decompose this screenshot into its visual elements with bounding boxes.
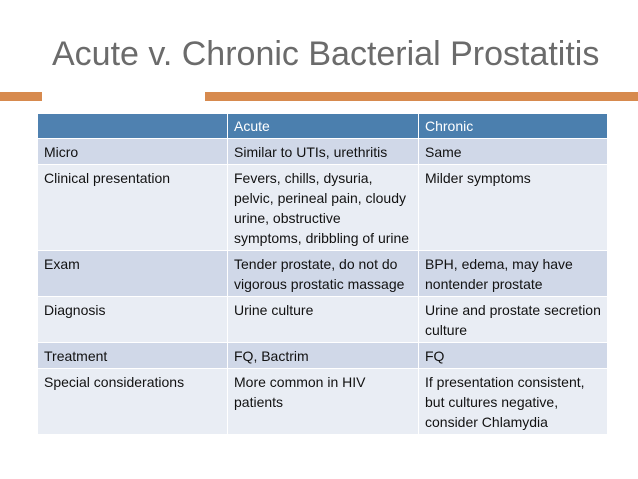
chronic-cell: Urine and prostate secretion culture: [419, 297, 608, 343]
acute-cell: Similar to UTIs, urethritis: [228, 139, 419, 165]
table-row: [38, 165, 608, 251]
table-row: [38, 343, 608, 369]
chronic-cell: If presentation consistent, but cultures negative, consider Chlamydia: [419, 369, 608, 435]
row-label: Diagnosis: [38, 297, 228, 343]
acute-cell: Fevers, chills, dysuria, pelvic, perineal pain, cloudy urine, obstructive symptoms, dribbling of urine: [228, 165, 419, 251]
row-label: Exam: [38, 251, 228, 297]
row-label: Special considerations: [38, 369, 228, 435]
table-header-row: [38, 114, 608, 139]
acute-cell: Urine culture: [228, 297, 419, 343]
row-label: Micro: [38, 139, 228, 165]
accent-bar-left: [0, 92, 42, 101]
acute-cell: More common in HIV patients: [228, 369, 419, 435]
acute-cell: FQ, Bactrim: [228, 343, 419, 369]
header-cell-empty: [38, 114, 228, 139]
table-row: [38, 251, 608, 297]
chronic-cell: Milder symptoms: [419, 165, 608, 251]
table-row: [38, 139, 608, 165]
table-row: [38, 369, 608, 435]
chronic-cell: FQ: [419, 343, 608, 369]
accent-bar-right: [205, 92, 638, 101]
slide-title: Acute v. Chronic Bacterial Prostatitis: [52, 35, 600, 73]
header-cell-acute: Acute: [228, 114, 419, 139]
chronic-cell: BPH, edema, may have nontender prostate: [419, 251, 608, 297]
header-cell-chronic: Chronic: [419, 114, 608, 139]
row-label: Treatment: [38, 343, 228, 369]
acute-cell: Tender prostate, do not do vigorous prostatic massage: [228, 251, 419, 297]
comparison-table: [37, 113, 608, 435]
row-label: Clinical presentation: [38, 165, 228, 251]
table-row: [38, 297, 608, 343]
chronic-cell: Same: [419, 139, 608, 165]
